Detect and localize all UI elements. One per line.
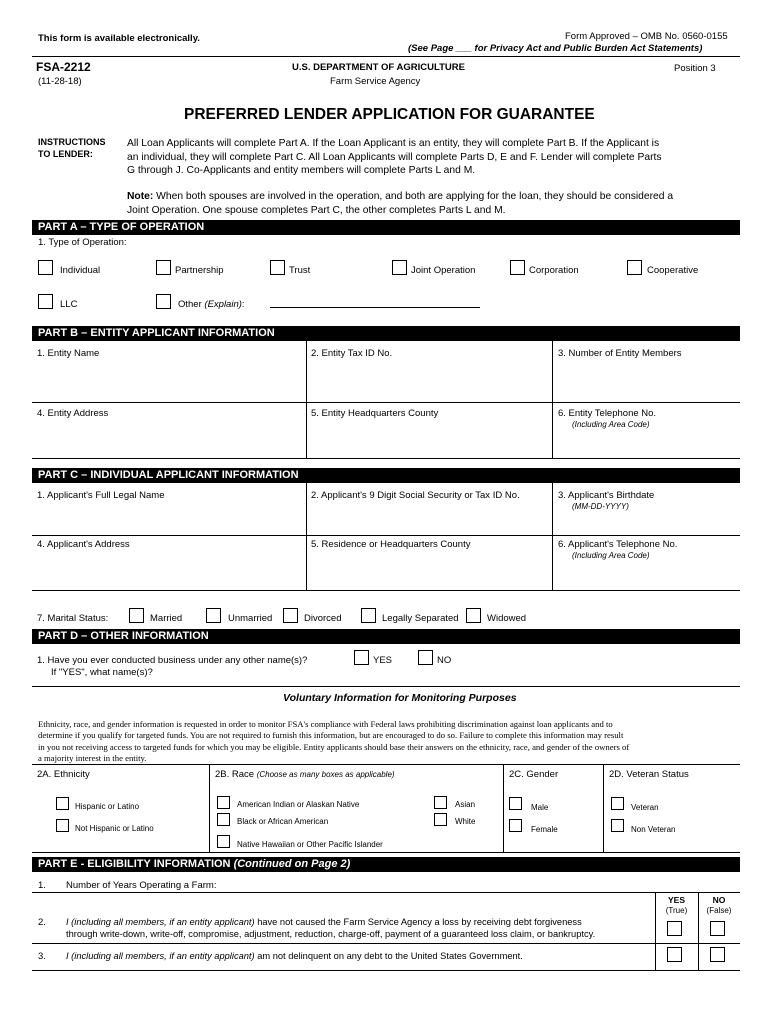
q3-text [66,951,523,961]
entity-members-field[interactable]: 3. Number of Entity Members [558,348,682,359]
part-b-bottom-rule [32,458,740,459]
q2-line-2: through write-down, write-off, compromise, adjustment, reduction, charge-off, payment of a guaranteed loss claim, or bankruptcy. [66,929,596,939]
monitoring-line-1: Ethnicity, race, and gender information is requested in order to monitor FSA's compliance with Federal laws prohibiting discrimination against loan applicants and to [38,719,613,729]
individual-checkbox[interactable] [38,260,53,275]
legally-separated-label: Legally Separated [382,613,459,624]
q2-yes-checkbox[interactable] [667,921,682,936]
not-hispanic-label: Not Hispanic or Latino [75,824,154,833]
llc-label: LLC [60,299,78,310]
other-label [178,299,245,310]
part-d-heading: PART D – OTHER INFORMATION [32,629,740,644]
unmarried-checkbox[interactable] [206,608,221,623]
divorced-label: Divorced [304,613,342,624]
part-b-heading: PART B – ENTITY APPLICANT INFORMATION [32,326,740,341]
form-number: FSA-2212 [36,60,91,74]
part-d-rule [32,686,740,687]
part-c-col-divider-2 [552,483,553,590]
q2-number: 2. [38,917,46,928]
ethnicity-heading: 2A. Ethnicity [37,769,90,780]
legally-separated-checkbox[interactable] [361,608,376,623]
divorced-checkbox[interactable] [283,608,298,623]
monitoring-line-4: a majority interest in the entity. [38,753,147,764]
female-label: Female [531,825,558,834]
position-label: Position 3 [674,63,716,74]
demographics-bottom-rule [32,852,740,853]
race-heading-hint: (Choose as many boxes as applicable) [256,770,395,779]
american-indian-label: American Indian or Alaskan Native [237,800,360,809]
non-veteran-checkbox[interactable] [611,819,624,832]
no-column-heading: NO [712,895,726,905]
birthdate-hint: (MM-DD-YYYY) [572,502,629,511]
part-e-rule-3 [32,970,740,971]
joint-operation-checkbox[interactable] [392,260,407,275]
instructions-line-1: All Loan Applicants will complete Part A. If the Loan Applicant is an entity, they will complete Part B. If the Applicant is [127,138,660,149]
entity-telephone-hint: (Including Area Code) [572,420,650,429]
widowed-checkbox[interactable] [466,608,481,623]
married-label: Married [150,613,183,624]
yes-column-sub: (True) [665,906,688,915]
other-text: Other [178,299,205,310]
type-of-operation-label: 1. Type of Operation: [38,237,127,248]
married-checkbox[interactable] [129,608,144,623]
q3-no-checkbox[interactable] [710,947,725,962]
white-checkbox[interactable] [434,813,447,826]
race-heading-text: 2B. Race [215,769,257,780]
entity-telephone-field[interactable]: 6. Entity Telephone No. [558,408,657,419]
note-line-2: Joint Operation. One spouse completes Part C, the other completes Parts L and M. [127,204,506,216]
q3-number: 3. [38,951,46,962]
monitoring-paragraph [38,719,629,765]
q2-no-checkbox[interactable] [710,921,725,936]
other-names-field[interactable]: If "YES", what name(s)? [51,667,153,678]
other-names-yes-label: YES [373,655,393,666]
instructions-label: INSTRUCTIONS [38,137,106,147]
explain-text: (Explain) [204,299,242,310]
part-c-heading: PART C – INDIVIDUAL APPLICANT INFORMATION [32,468,740,483]
joint-operation-label: Joint Operation [411,265,476,276]
partnership-label: Partnership [175,265,224,276]
residence-county-field[interactable]: 5. Residence or Headquarters County [311,539,471,550]
demographics-col-3 [603,764,604,852]
years-farming-field[interactable]: Number of Years Operating a Farm: [66,880,217,891]
q2-line-1: have not caused the Farm Service Agency a loss by receiving debt forgiveness [254,917,582,927]
monitoring-line-3: in you not receiving access to targeted funds for which you may be eligible. Entity applicants should base their answers on the ethnicity, race, and gender of the owners of [38,741,630,752]
q3-emphasis: I (including all members, if an entity applicant) [66,951,255,961]
not-hispanic-checkbox[interactable] [56,819,69,832]
male-checkbox[interactable] [509,797,522,810]
hispanic-label: Hispanic or Latino [75,802,140,811]
part-c-row-divider [32,535,740,536]
marital-status-label: 7. Marital Status: [37,613,109,624]
omb-approval: Form Approved – OMB No. 0560-0155 [565,31,728,42]
q1-number: 1. [38,880,46,891]
agency-department: U.S. DEPARTMENT OF AGRICULTURE [292,62,465,73]
other-explain-field[interactable] [270,307,480,308]
part-e-heading [32,857,740,872]
part-e-rule-1 [32,892,740,893]
note-line-1: When both spouses are involved in the operation, and both are applying for the loan, they should be considered a [153,191,674,202]
applicant-telephone-hint: (Including Area Code) [572,551,650,560]
note-label: Note: [127,191,154,202]
gender-heading: 2C. Gender [509,769,559,780]
cooperative-label: Cooperative [647,265,699,276]
veteran-label: Veteran [631,803,659,812]
note-text [127,190,673,217]
instructions-text [127,137,662,178]
llc-checkbox[interactable] [38,294,53,309]
part-c-row-divider-2 [32,590,740,591]
applicant-name-field[interactable]: 1. Applicant's Full Legal Name [37,490,165,501]
applicant-birthdate-field[interactable]: 3. Applicant's Birthdate [558,490,655,501]
part-e-continued: (Continued on Page 2) [233,858,351,870]
q3-line: am not delinquent on any debt to the United States Government. [254,951,523,961]
native-hawaiian-checkbox[interactable] [217,835,230,848]
q2-emphasis: I (including all members, if an entity applicant) [66,917,255,927]
unmarried-label: Unmarried [228,613,273,624]
monitoring-line-2: determine if you qualify for targeted funds. You are not required to furnish this information, but are encouraged to do so. Failure to complete this information may result [38,730,624,741]
applicant-telephone-field[interactable]: 6. Applicant's Telephone No. [558,539,678,550]
other-names-no-checkbox[interactable] [418,650,433,665]
entity-tax-id-field[interactable]: 2. Entity Tax ID No. [311,348,393,359]
corporation-label: Corporation [529,265,579,276]
partnership-checkbox[interactable] [156,260,171,275]
trust-label: Trust [289,265,311,276]
form-date: (11-28-18) [38,76,82,87]
veteran-checkbox[interactable] [611,797,624,810]
part-e-rule-2 [32,943,740,944]
trust-checkbox[interactable] [270,260,285,275]
part-a-heading: PART A – TYPE OF OPERATION [32,220,740,235]
voluntary-heading: Voluntary Information for Monitoring Purposes [283,692,517,704]
applicant-address-field[interactable]: 4. Applicant's Address [37,539,130,550]
black-checkbox[interactable] [217,813,230,826]
other-checkbox[interactable] [156,294,171,309]
american-indian-checkbox[interactable] [217,796,230,809]
native-hawaiian-label: Native Hawaiian or Other Pacific Islander [237,840,383,849]
demographics-col-2 [503,764,504,852]
race-heading [215,769,395,780]
cooperative-checkbox[interactable] [627,260,642,275]
other-names-yes-checkbox[interactable] [354,650,369,665]
demographics-top-rule [32,764,740,765]
instructions-line-2: an individual, they will complete Part C. All Loan Applicants will complete Parts D, E and F. Lender will complete Parts [127,151,662,163]
part-b-col-divider-2 [552,341,553,458]
instructions-label-2: TO LENDER: [38,149,93,159]
instructions-line-3: G through J. Co-Applicants and entity members will complete Parts L and M. [127,165,476,176]
yes-column-heading: YES [667,895,685,905]
asian-checkbox[interactable] [434,796,447,809]
other-names-no-label: NO [437,655,452,666]
demographics-col-1 [209,764,210,852]
male-label: Male [531,803,549,812]
hispanic-checkbox[interactable] [56,797,69,810]
no-column-sub: (False) [706,906,732,915]
q2-text [66,916,595,940]
female-checkbox[interactable] [509,819,522,832]
other-names-question: 1. Have you ever conducted business under any other name(s)? [37,655,308,666]
agency-name: Farm Service Agency [330,76,421,87]
form-title: PREFERRED LENDER APPLICATION FOR GUARANTEE [184,106,595,123]
header-rule [32,56,740,57]
corporation-checkbox[interactable] [510,260,525,275]
asian-label: Asian [455,800,476,809]
widowed-label: Widowed [487,613,527,624]
part-c-col-divider-1 [306,483,307,590]
entity-address-field[interactable]: 4. Entity Address [37,408,109,419]
non-veteran-label: Non Veteran [631,825,676,834]
q3-yes-checkbox[interactable] [667,947,682,962]
privacy-notice: (See Page ___ for Privacy Act and Public Burden Act Statements) [408,43,703,54]
other-colon: : [241,299,245,310]
entity-county-field[interactable]: 5. Entity Headquarters County [311,408,439,419]
entity-name-field[interactable]: 1. Entity Name [37,348,100,359]
white-label: White [455,817,476,826]
part-b-col-divider-1 [306,341,307,458]
veteran-heading: 2D. Veteran Status [609,769,689,780]
part-e-heading-text: PART E - ELIGIBILITY INFORMATION [38,858,234,870]
part-b-row-divider [32,402,740,403]
electronic-availability-note: This form is available electronically. [38,33,200,44]
black-label: Black or African American [237,817,329,826]
individual-label: Individual [60,265,101,276]
applicant-ssn-field[interactable]: 2. Applicant's 9 Digit Social Security or Tax ID No. [311,490,520,501]
